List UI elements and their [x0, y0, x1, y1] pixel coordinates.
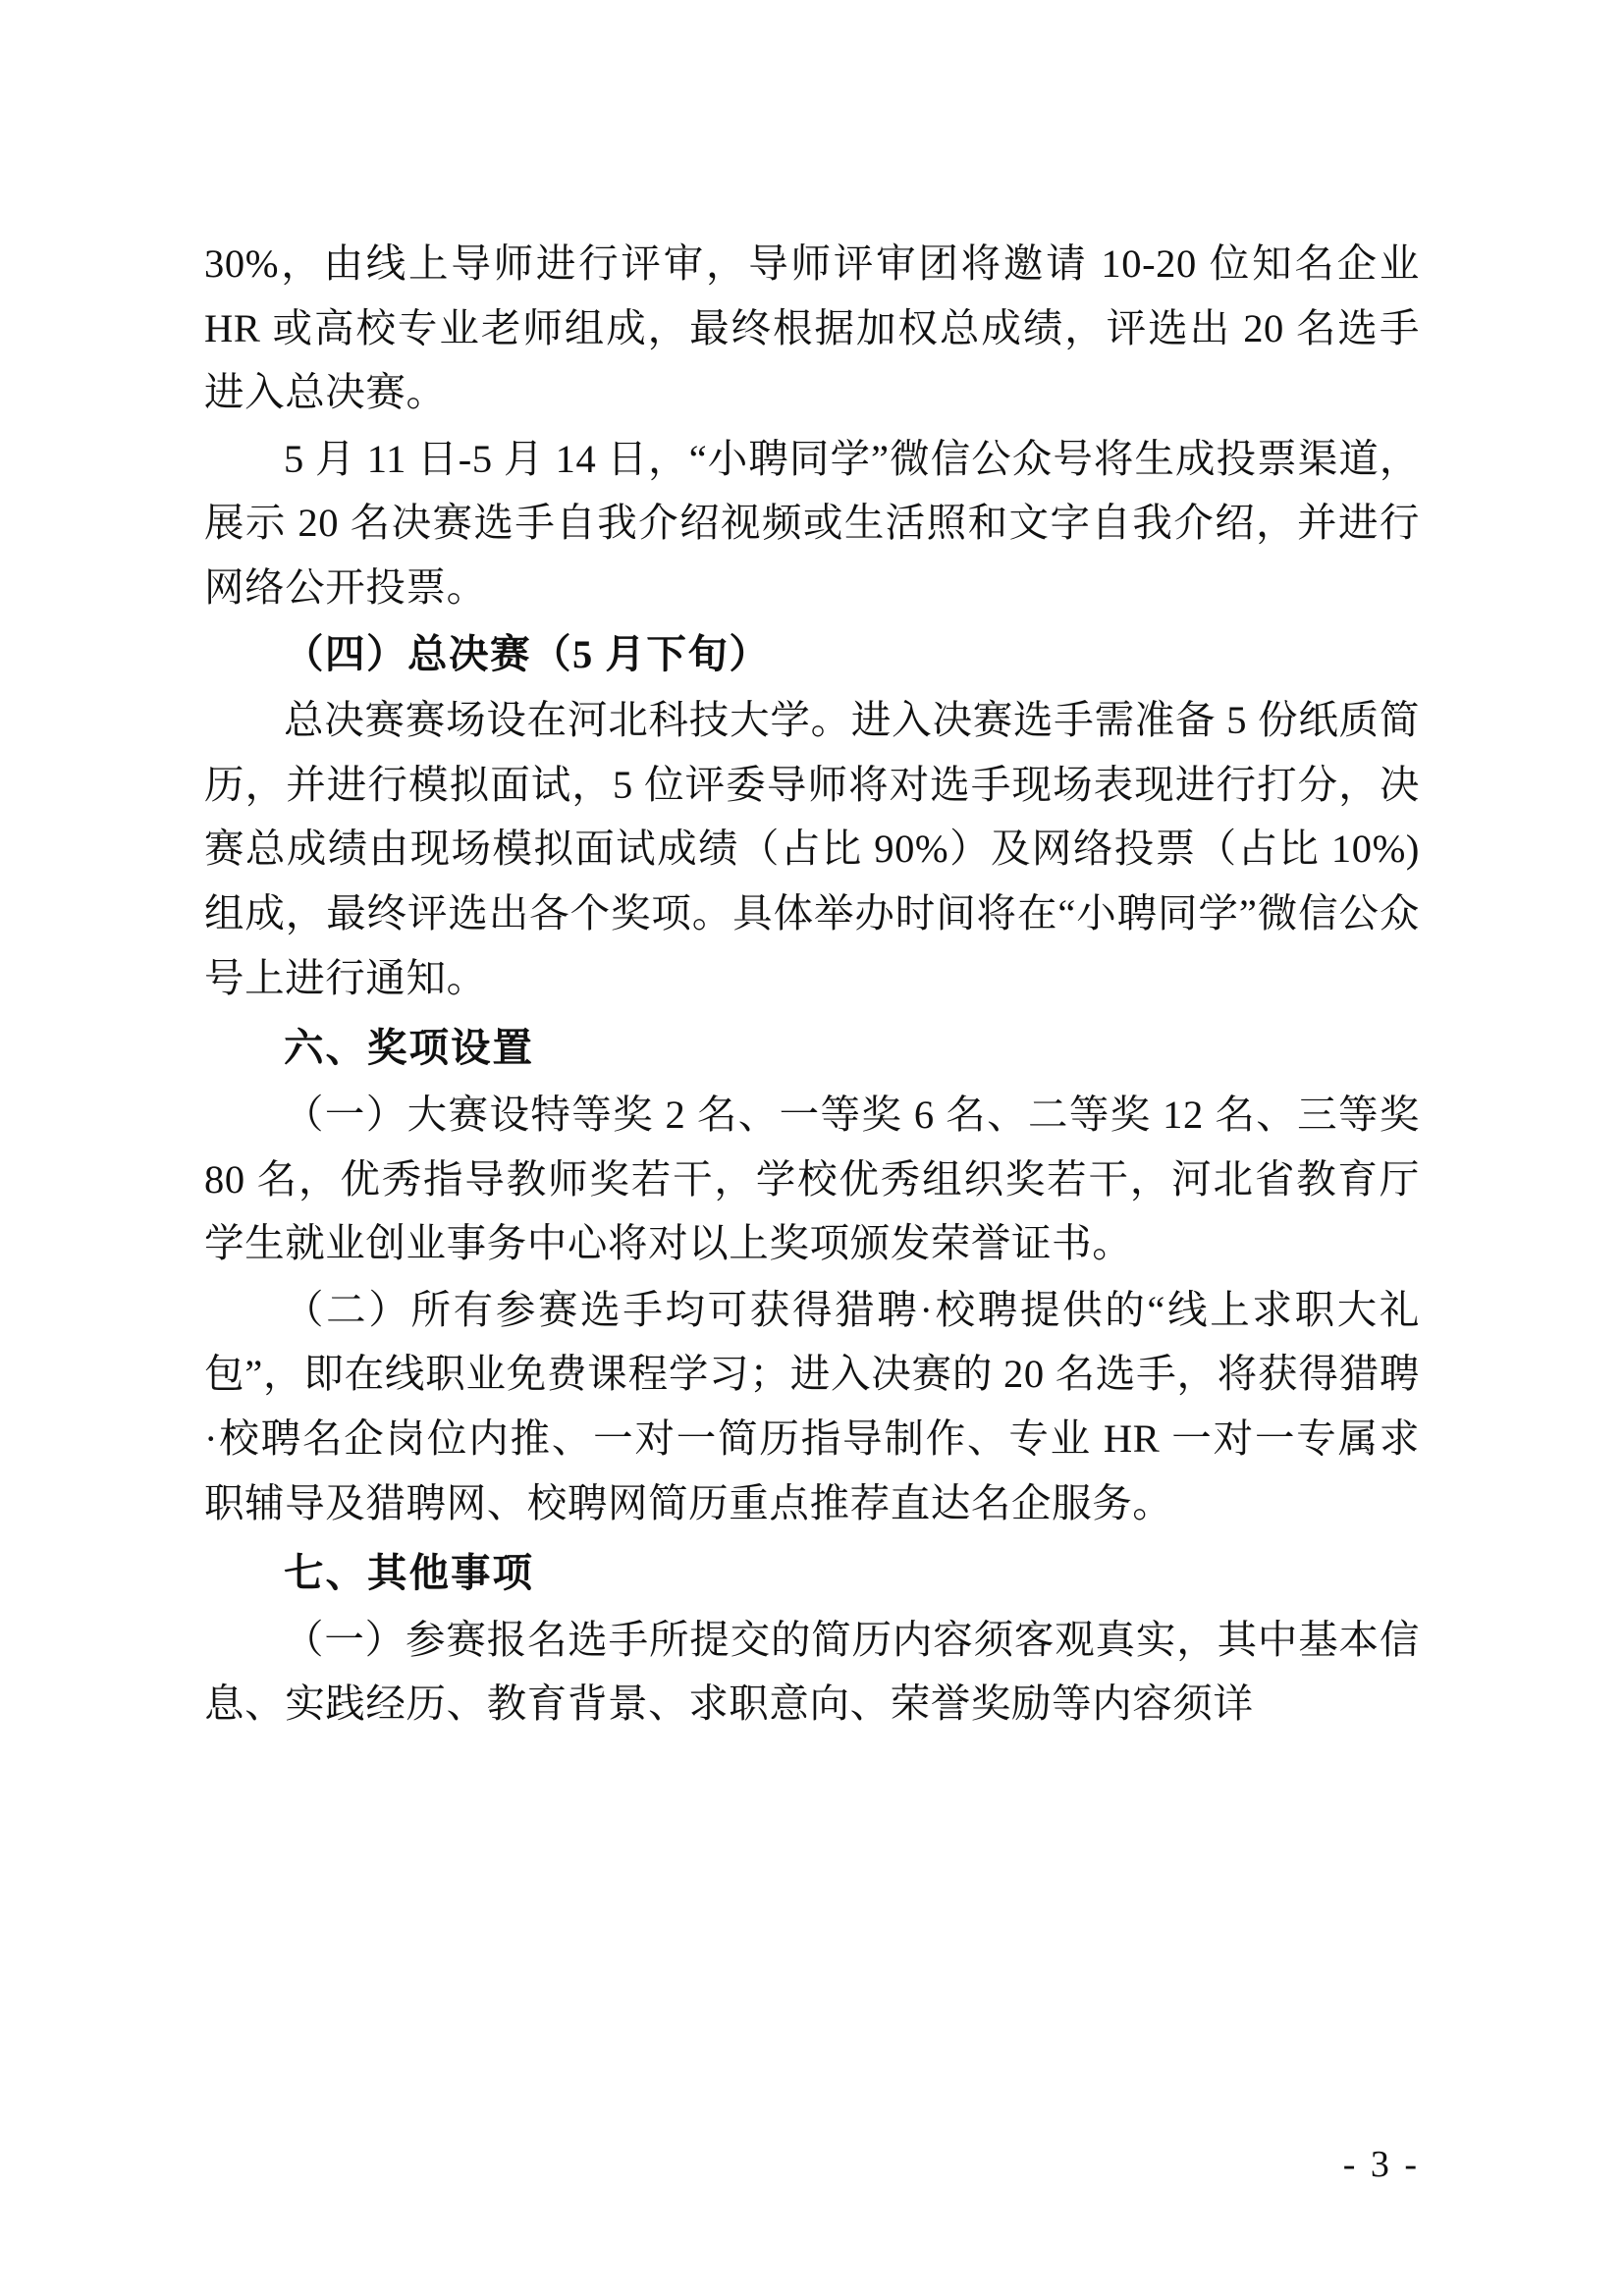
paragraph-continued-evaluation: 30%，由线上导师进行评审，导师评审团将邀请 10-20 位知名企业 HR 或高校专业老师组成，最终根据加权总成绩，评选出 20 名选手进入总决赛。 [204, 241, 1420, 415]
heading-other-matters: 七、其他事项 [284, 1551, 534, 1596]
paragraph-final-round-detail: 总决赛赛场设在河北科技大学。进入决赛选手需准备 5 份纸质简历，并进行模拟面试，5 位评委导师将对选手现场表现进行打分，决赛总成绩由现场模拟面试成绩（占比 90%）及网络投票（占比 10%)组成，最终评选出各个奖项。具体举办时间将在“小聘同学”微信公众号上进行通知。 [204, 698, 1420, 1000]
paragraph-awards-benefits: （二）所有参赛选手均可获得猎聘·校聘提供的“线上求职大礼包”，即在线职业免费课程学习；进入决赛的 20 名选手，将获得猎聘·校聘名企岗位内推、一对一简历指导制作、专业 HR 一对一专属求职辅导及猎聘网、校聘网简历重点推荐直达名企服务。 [204, 1287, 1420, 1525]
document-body [204, 232, 1420, 1736]
paragraph-awards-list: （一）大赛设特等奖 2 名、一等奖 6 名、二等奖 12 名、三等奖 80 名，优秀指导教师奖若干，学校优秀组织奖若干，河北省教育厅学生就业创业事务中心将对以上奖项颁发荣誉证书。 [204, 1092, 1420, 1266]
paragraph-other-matters-detail: （一）参赛报名选手所提交的简历内容须客观真实，其中基本信息、实践经历、教育背景、求职意向、荣誉奖励等内容须详 [204, 1617, 1420, 1727]
page-number: - 3 - [1342, 2144, 1420, 2185]
heading-awards: 六、奖项设置 [284, 1026, 534, 1071]
paragraph-voting-period: 5 月 11 日-5 月 14 日，“小聘同学”微信公众号将生成投票渠道，展示 20 名决赛选手自我介绍视频或生活照和文字自我介绍，并进行网络公开投票。 [204, 436, 1420, 611]
subheading-final-round: （四）总决赛（5 月下旬） [284, 631, 771, 676]
